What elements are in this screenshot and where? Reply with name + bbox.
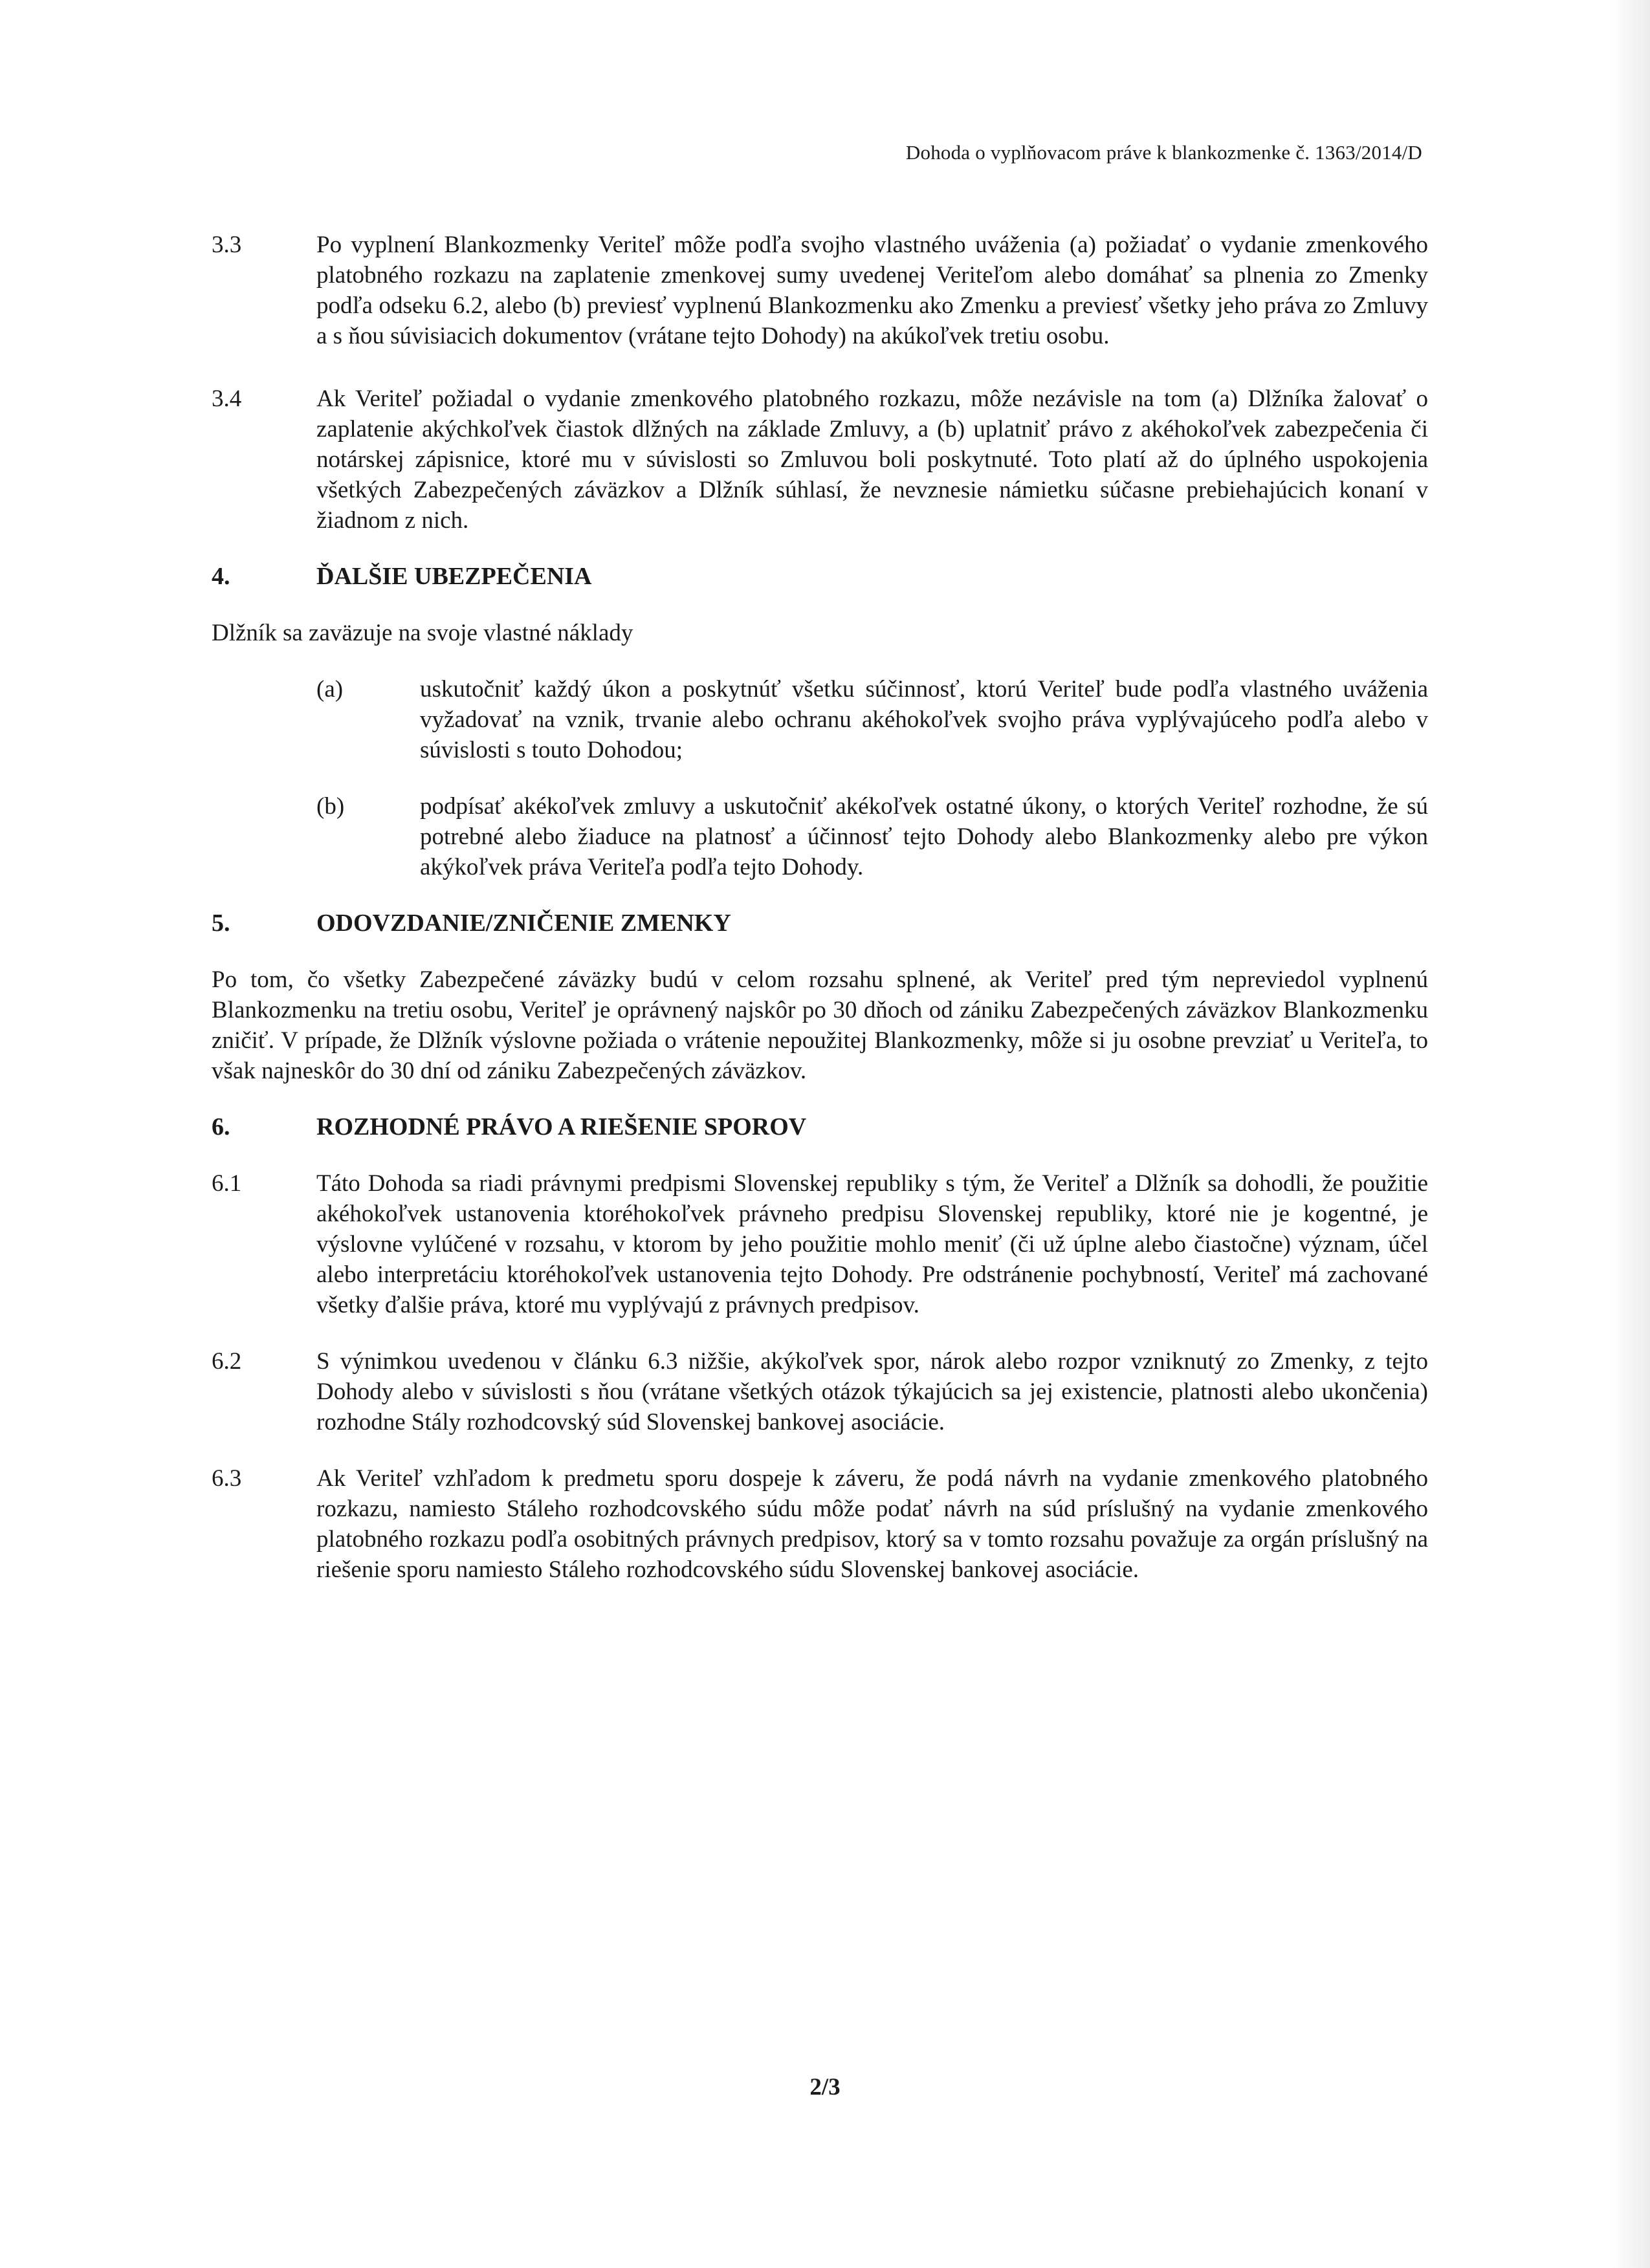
clause-6-1 [212,1168,1428,1320]
clause-text: Táto Dohoda sa riadi právnymi predpismi Slovenskej republiky s tým, že Veriteľ a Dlžník sa dohodli, že použitie akéhokoľvek ustanovenia ktoréhokoľvek právneho predpisu Slovenskej republiky, ktoré nie je kogentné, je výslovne vylúčené v rozsahu, v ktorom by jeho použitie mohlo meniť (či už úplne alebo čiastočne) význam, účel alebo interpretáciu ktoréhokoľvek ustanovenia tejto Dohody. Pre odstránenie pochybností, Veriteľ má zachované všetky ďalšie práva, ktoré mu vyplývajú z právnych predpisov. [316,1170,1428,1318]
clause-number: 3.3 [212,232,242,258]
section-number: 4. [212,563,230,590]
list-item [316,791,1428,882]
section-4-list [212,674,1428,882]
section-5-text: Po tom, čo všetky Zabezpečené záväzky budú v celom rozsahu splnené, ak Veriteľ pred tým nepreviedol vyplnenú Blankozmenku na tretiu osobu, Veriteľ je oprávnený najskôr po 30 dňoch od zániku Zabezpečených záväzkov Blankozmenku zničiť. V prípade, že Dlžník výslovne požiada o vrátenie nepoužitej Blankozmenky, môže si ju osobne prevziať u Veriteľa, to však najneskôr do 30 dní od zániku Zabezpečených záväzkov. [212,966,1428,1084]
clause-number: 6.1 [212,1170,242,1197]
section-title: ODOVZDANIE/ZNIČENIE ZMENKY [316,910,731,937]
item-text: uskutočniť každý úkon a poskytnúť všetku súčinnosť, ktorú Veriteľ bude podľa vlastného uváženia vyžadovať na vznik, trvanie alebo ochranu akéhokoľvek svojho práva vyplývajúceho podľa alebo v súvislosti s touto Dohodou; [420,676,1428,763]
section-4-intro: Dlžník sa zaväzuje na svoje vlastné náklady [212,620,633,646]
item-text: podpísať akékoľvek zmluvy a uskutočniť akékoľvek ostatné úkony, o ktorých Veriteľ rozhodne, že sú potrebné alebo žiaduce na platnosť a účinnosť tejto Dohody alebo Blankozmenky alebo pre výkon akýkoľvek práva Veriteľa podľa tejto Dohody. [420,793,1428,880]
section-title: ĎALŠIE UBEZPEČENIA [316,563,592,590]
clause-3-4 [212,384,1428,536]
list-item [316,674,1428,765]
clause-6-3 [212,1463,1428,1585]
clause-text: S výnimkou uvedenou v článku 6.3 nižšie, akýkoľvek spor, nárok alebo rozpor vzniknutý zo Zmenky, z tejto Dohody alebo v súvislosti s ňou (vrátane všetkých otázok týkajúcich sa jej existencie, platnosti alebo ukončenia) rozhodne Stály rozhodcovský súd Slovenskej bankovej asociácie. [316,1348,1428,1435]
clause-text: Ak Veriteľ požiadal o vydanie zmenkového platobného rozkazu, môže nezávisle na tom (a) Dlžníka žalovať o zaplatenie akýchkoľvek čiastok dlžných na základe Zmluvy, a (b) uplatniť právo z akéhokoľvek zabezpečenia či notárskej zápisnice, ktoré mu v súvislosti so Zmluvou boli poskytnuté. Toto platí až do úplného uspokojenia všetkých Zabezpečených záväzkov a Dlžník súhlasí, že nevznesie námietku súčasne prebiehajúcich konaní v žiadnom z nich. [316,386,1428,534]
clause-number: 6.2 [212,1348,242,1375]
clause-number: 3.4 [212,386,242,412]
clause-text: Ak Veriteľ vzhľadom k predmetu sporu dospeje k záveru, že podá návrh na vydanie zmenkového platobného rozkazu, namiesto Stáleho rozhodcovského súdu môže podať návrh na súd príslušný na vydanie zmenkového platobného rozkazu podľa osobitných právnych predpisov, ktorý sa v tomto rozsahu považuje za orgán príslušný na riešenie sporu namiesto Stáleho rozhodcovského súdu Slovenskej bankovej asociácie. [316,1465,1428,1583]
section-6-heading [212,1112,1428,1142]
section-4-heading [212,562,1428,592]
section-title: ROZHODNÉ PRÁVO A RIEŠENIE SPOROV [316,1113,807,1140]
document-header: Dohoda o vyplňovacom práve k blankozmenke č. 1363/2014/D [905,141,1422,164]
scan-edge-shadow [1611,0,1650,2268]
section-number: 6. [212,1113,230,1140]
page-number: 2/3 [809,2074,841,2100]
section-number: 5. [212,910,230,937]
clause-text: Po vyplnení Blankozmenky Veriteľ môže podľa svojho vlastného uváženia (a) požiadať o vydanie zmenkového platobného rozkazu na zaplatenie zmenkovej sumy uvedenej Veriteľom alebo domáhať sa plnenia zo Zmenky podľa odseku 6.2, alebo (b) previesť vyplnenú Blankozmenku ako Zmenku a previesť všetky jeho práva zo Zmluvy a s ňou súvisiacich dokumentov (vrátane tejto Dohody) na akúkoľvek tretiu osobu. [316,232,1428,349]
clause-3-3 [212,230,1428,351]
clause-6-2 [212,1346,1428,1437]
section-5-heading [212,908,1428,939]
clause-number: 6.3 [212,1465,242,1492]
item-label: (b) [316,793,345,820]
document-body [212,230,1428,1585]
item-label: (a) [316,676,344,703]
